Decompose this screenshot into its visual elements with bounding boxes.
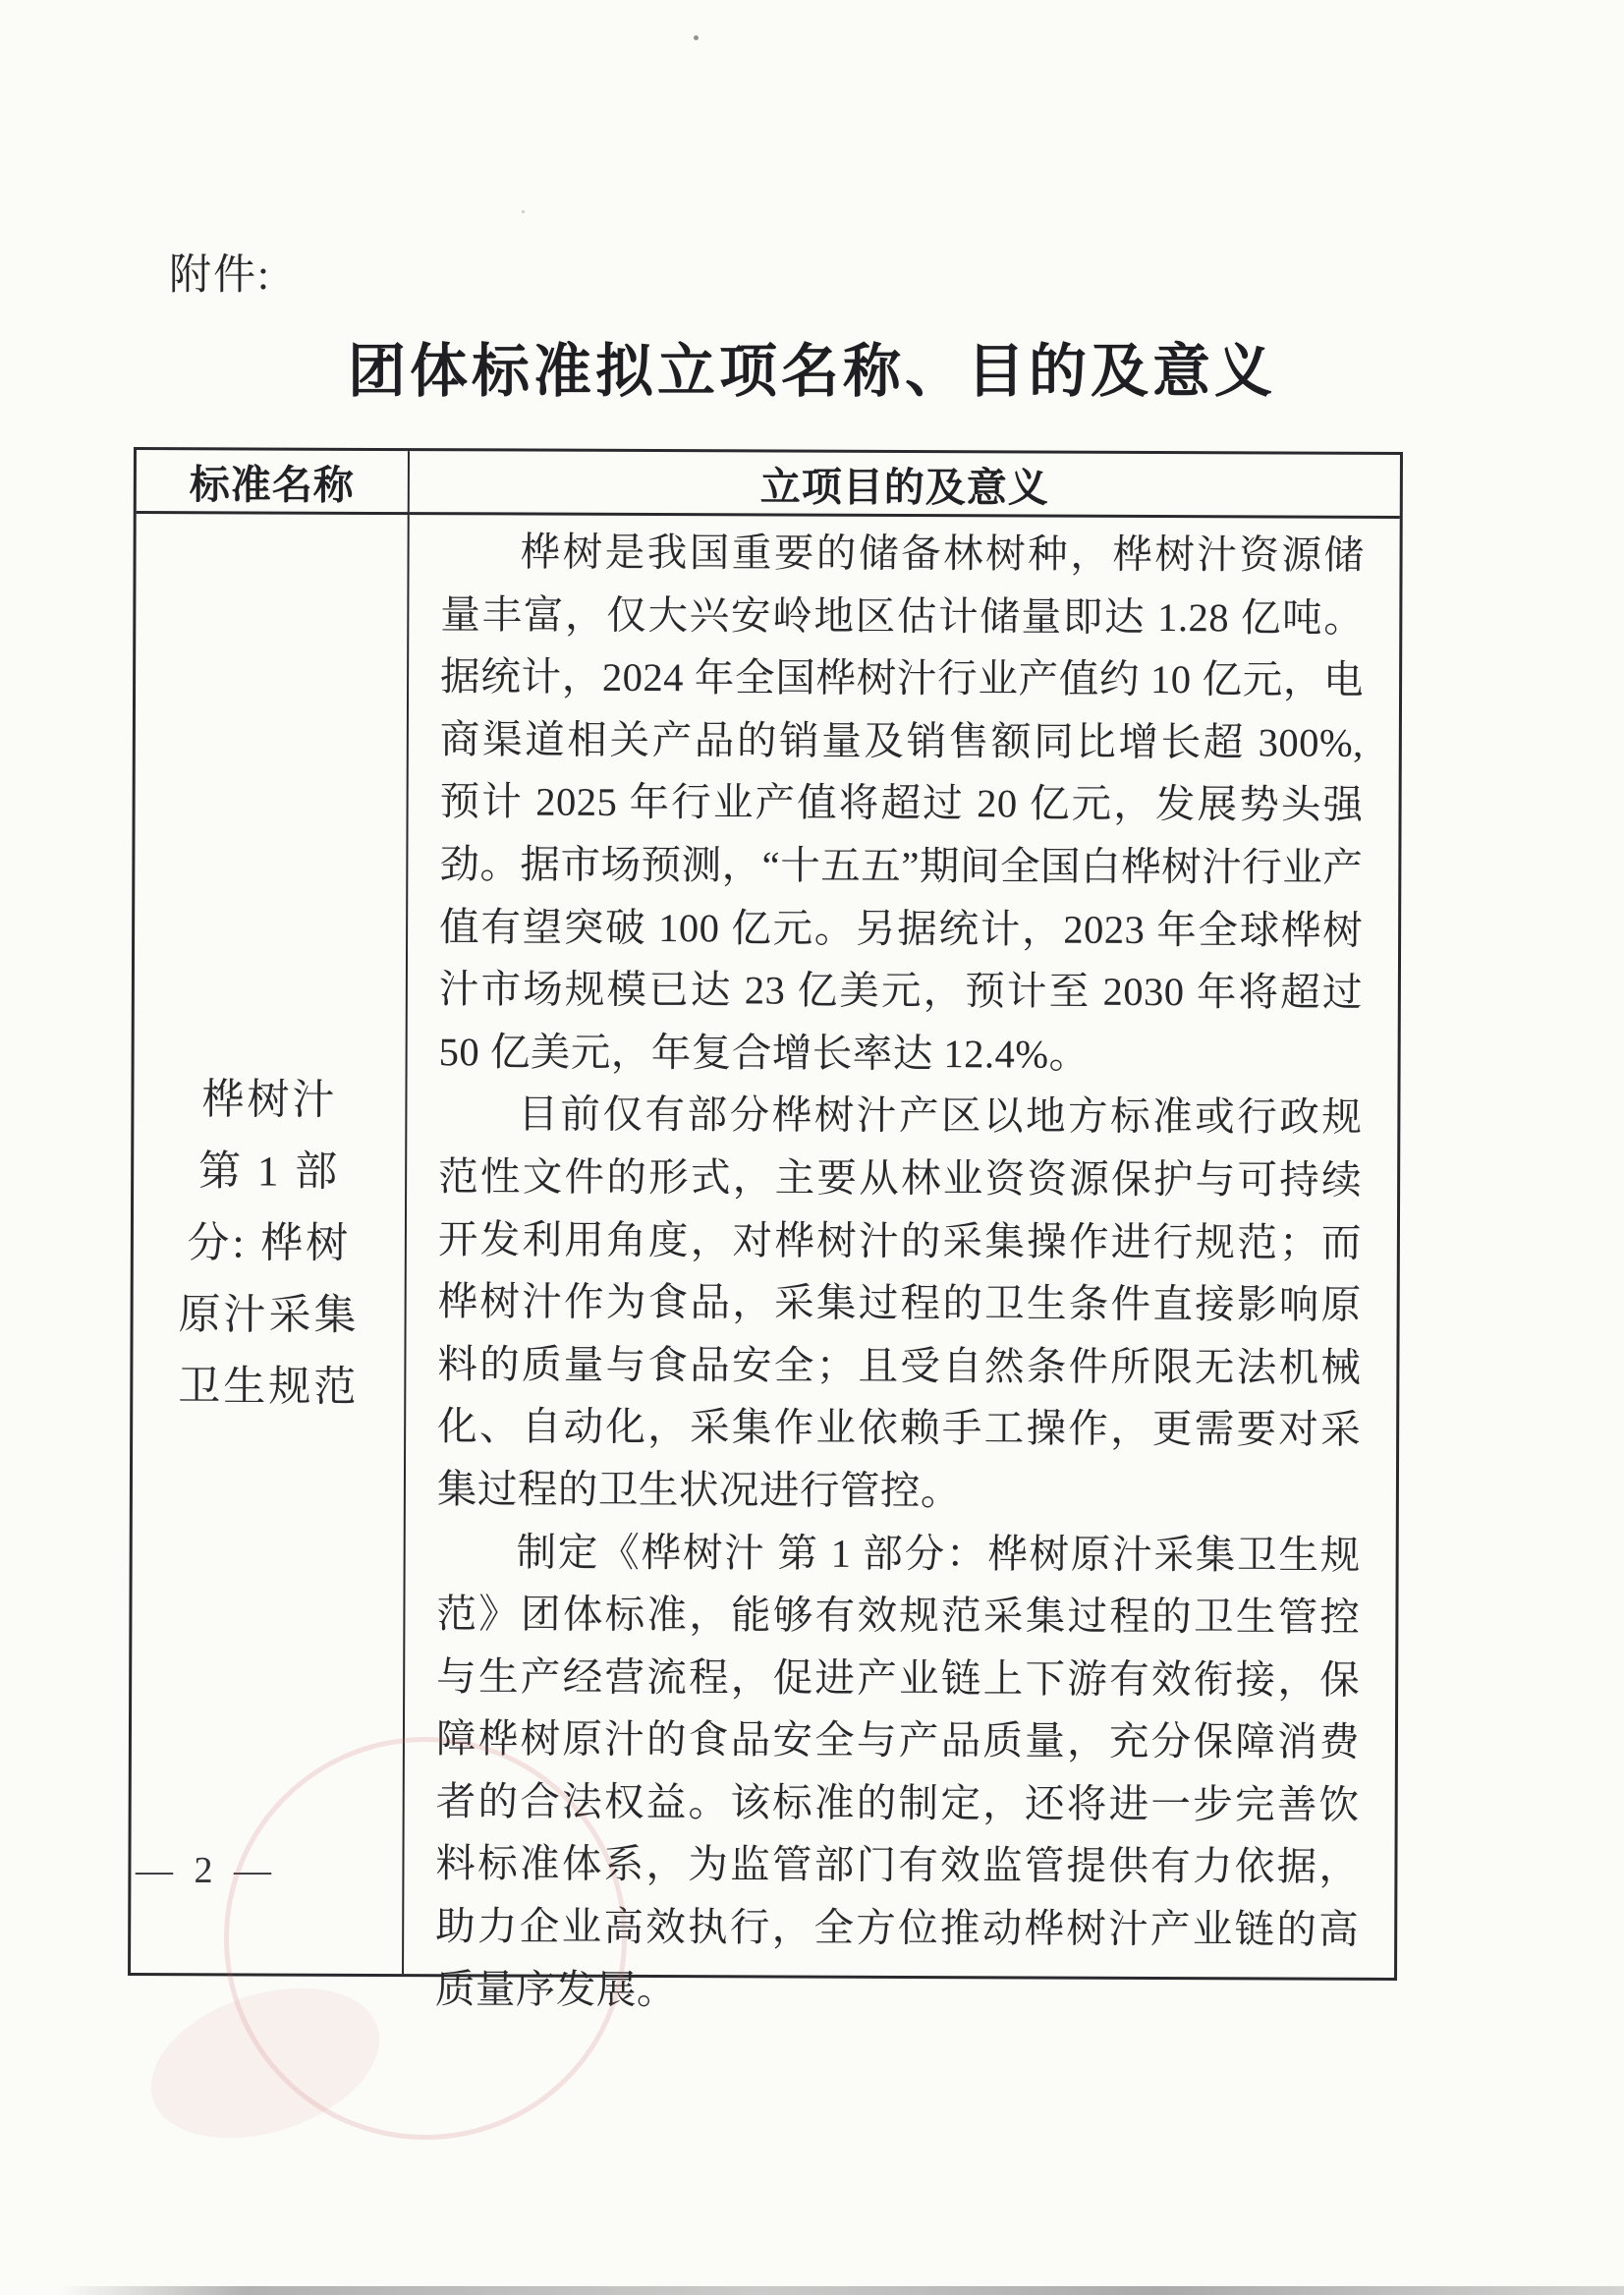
header-purpose: 立项目的及意义 (759, 463, 1049, 511)
red-seal-smudge (132, 1961, 399, 2164)
header-standard-name: 标准名称 (137, 450, 410, 512)
standard-name-line: 原汁采集 (178, 1292, 360, 1339)
purpose-paragraph: 桦树是我国重要的储备林树种，桦树汁资源储量丰富，仅大兴安岭地区估计储量即达 1.28 亿吨。据统计，2024 年全国桦树汁行业产值约 10 亿元，电商渠道相关产品的销量及销售额同比增长超 300%, 预计 2025 年行业产值将超过 20 亿元，发展势头强劲。据市场预测，“十五五”期间全国白桦树汁行业产值有望突破 100 亿元。另据统计，2023 年全球桦树汁市场规模已达 23 亿美元，预计至 2030 年将超过 50 亿美元，年复合增长率达 12.4%。 (438, 530, 1365, 1077)
purpose-paragraph: 目前仅有部分桦树汁产区以地方标准或行政规范性文件的形式，主要从林业资资源保护与可持续开发利用角度，对桦树汁的采集操作进行规范；而桦树汁作为食品，采集过程的卫生条件直接影响原料的质量与食品安全；且受自然条件所限无法机械化、自动化，采集作业依赖手工操作，更需要对采集过程的卫生状况进行管控。 (436, 1092, 1363, 1514)
scan-speck (522, 210, 525, 213)
scan-speck (694, 35, 699, 40)
purpose-cell (404, 515, 1400, 2012)
table-header-row (137, 450, 1400, 519)
scanner-edge-artifact (59, 2286, 1624, 2295)
page-number: — 2 — (136, 1850, 277, 1891)
standard-name-cell (131, 514, 410, 1974)
standard-name-line: 第 1 部 (198, 1148, 341, 1196)
attachment-label: 附件: (169, 252, 271, 299)
purpose-paragraph: 制定《桦树汁 第 1 部分：桦树原汁采集卫生规范》团体标准，能够有效规范采集过程的卫生管控与生产经营流程，促进产业链上下游有效衔接，保障桦树原汁的食品安全与产品质量，充分保障消费者的合法权益。该标准的制定，还将进一步完善饮料标准体系，为监管部门有效监管提供有力依据，助力企业高效执行，全方位推动桦树汁产业链的高质量序发展。 (434, 1530, 1361, 2012)
standard-name-line: 卫生规范 (178, 1364, 360, 1411)
page-title: 团体标准拟立项名称、目的及意义 (347, 339, 1276, 404)
standard-name-line: 桦树汁 (201, 1077, 338, 1124)
standard-name-line: 分: 桦树 (187, 1220, 352, 1267)
table-row (131, 514, 1400, 2012)
standards-table (128, 447, 1403, 2012)
standard-name-text (178, 1064, 360, 1424)
